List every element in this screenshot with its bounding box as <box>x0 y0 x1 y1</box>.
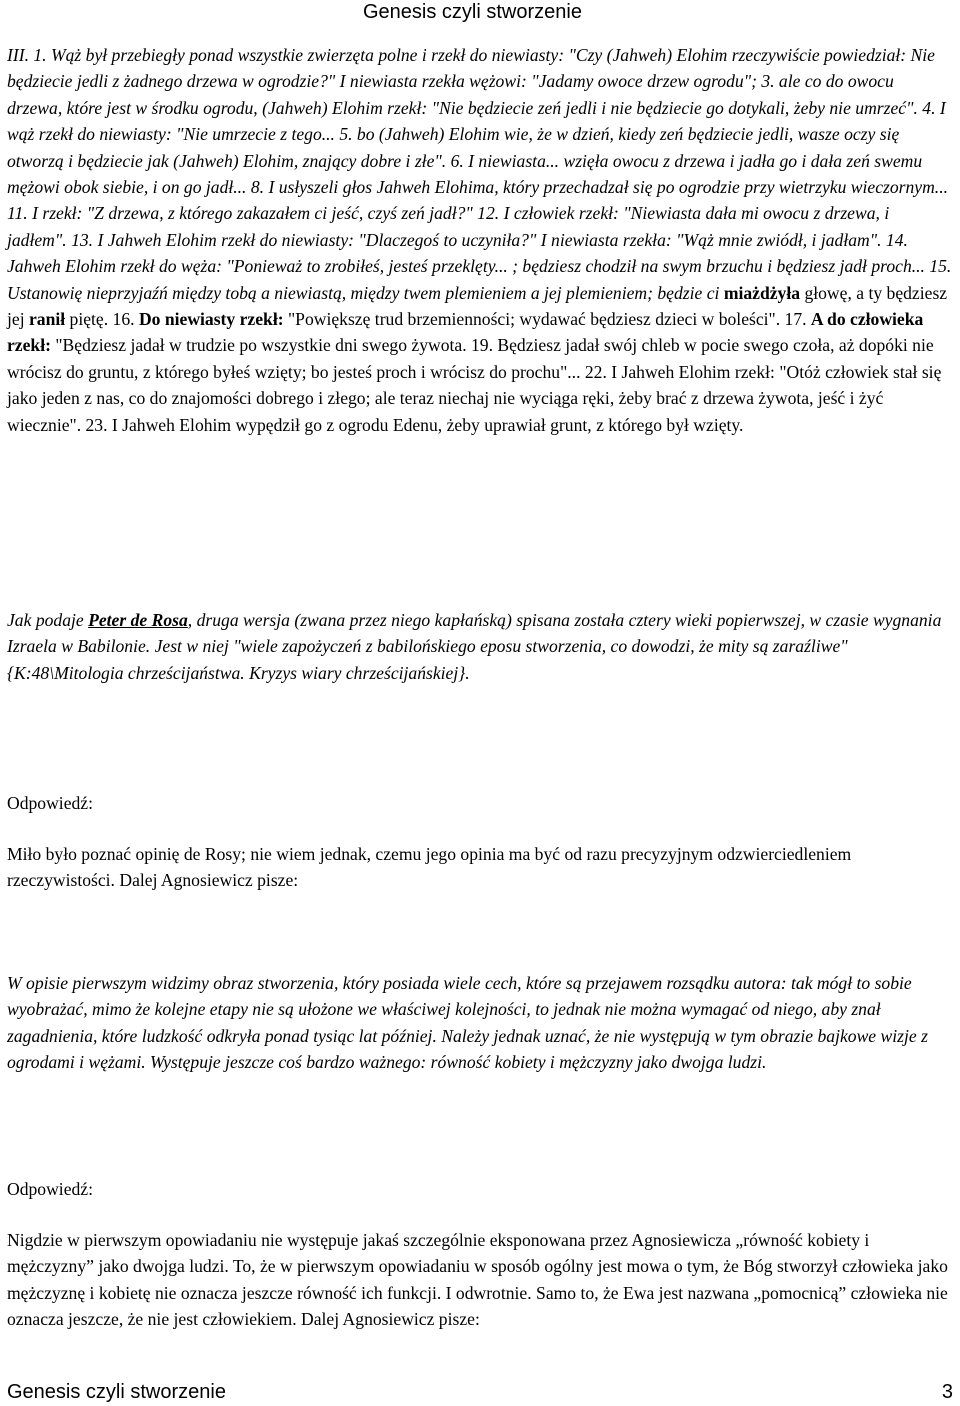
rosa-paragraph <box>7 607 953 686</box>
page-footer <box>7 1380 953 1404</box>
footer-title: Genesis czyli stworzenie <box>7 1381 226 1403</box>
answer-2-text: Nigdzie w pierwszym opowiadaniu nie występuje jakaś szczególnie eksponowana przez Agnosiewicza „równość kobiety i mężczyzny” jako dwojga ludzi. To, że w pierwszym opowiadaniu w sposób ogólny jest mowa o tym, że Bóg stworzył człowieka jako mężczyznę i kobietę nie oznacza jeszcze równość ich funkcji. I odwrotnie. Samo to, że Ewa jest nazwana „pomocnicą” człowieka nie oznacza jeszcze, że nie jest człowiekiem. Dalej Agnosiewicz pisze: <box>7 1230 948 1330</box>
bible-text-3: piętę. 16. <box>65 309 139 330</box>
bible-quote-italic: III. 1. Wąż był przebiegły ponad wszystkie zwierzęta polne i rzekł do niewiasty: "Czy (Jahweh) Elohim rzeczywiście powiedział: Nie będziecie jedli z żadnego drzewa w ogrodzie?" I niewiasta rzekła wężowi: "Jadamy owoce drzew ogrodu"; 3. ale co do owocu drzewa, które jest w środku ogrodu, (Jahweh) Elohim rzekł: "Nie będziecie zeń jedli i nie będziecie go dotykali, żeby nie umrzeć". 4. I wąż rzekł do niewiasty: "Nie umrzecie z tego... 5. bo (Jahweh) Elohim wie, że w dzień, kiedy zeń będziecie jedli, wasze oczy się otworzą i będziecie jak (Jahweh) Elohim, znający dobre i złe". 6. I niewiasta... wzięła owocu z drzewa i jadła go i dała zeń swemu mężowi obok siebie, i on go jadł... 8. I usłyszeli głos Jahweh Elohima, który przechadzał się po ogrodzie przy wietrzyku wieczornym... 11. I rzekł: "Z drzewa, z którego zakazałem ci jeść, czyś zeń jadł?" 12. I człowiek rzekł: "Niewiasta dała mi owocu z drzewa, i jadłem". 13. I Jahweh Elohim rzekł do niewiasty: "Dlaczegoś to uczyniła?" I niewiasta rzekła: "Wąż mnie zwiódł, i jadłam". 14. Jahweh Elohim rzekł do węża: "Ponieważ to zrobiłeś, jesteś przeklęty... ; będziesz chodził na swym brzuchu i będziesz jadł proch... 15. Ustanowię nieprzyjaźń między tobą a niewiastą, między twem plemieniem a jej plemieniem; będzie ci <box>7 45 952 303</box>
bible-text-4: "Powiększę trud brzemienności; wydawać będziesz dzieci w boleści". 17. <box>283 309 811 330</box>
emphasis-ranil: ranił <box>28 309 66 330</box>
page-number: 3 <box>941 1381 953 1403</box>
agnosiewicz-quote: W opisie pierwszym widzimy obraz stworzenia, który posiada wiele cech, które są przejawem rozsądku autora: tak mógł to sobie wyobrażać, mimo że kolejne etapy nie są ułożone we właściwej kolejności, to jednak nie można wymagać od niego, aby znał zagadnienia, które ludzkość odkryła ponad tysiąc lat później. Należy jednak uznać, że nie występują w tym obrazie bajkowe wizje z ogrodami i wężami. Występuje jeszcze coś bardzo ważnego: równość kobiety i mężczyzny jako dwojga ludzi. <box>7 973 928 1073</box>
header-title: Genesis czyli stworzenie <box>363 1 582 23</box>
answer-2-label: Odpowiedź: <box>7 1179 93 1199</box>
rosa-text-post: , druga wersja (zwana przez niego kapłańską) spisana została cztery wieki popierwszej, w czasie wygnania Izraela w Babilonie. Jest w niej "wiele zapożyczeń z babilońskiego eposu stworzenia, co dowodzi, że mity są zaraźliwe" {K:48\Mitologia chrześcijaństwa. Kryzys wiary chrześcijańskiej}. <box>7 610 942 683</box>
emphasis-do-czlowieka: A do człowieka rzekł: <box>7 309 924 356</box>
bible-text-5: "Będziesz jadał w trudzie po wszystkie dni swego żywota. 19. Będziesz jadał swój chleb w pocie swego czoła, aż dopóki nie wrócisz do gruntu, z którego byłeś wzięty; bo jesteś proch i wrócisz do prochu"... 22. I Jahweh Elohim rzekł: "Otóż człowiek stał się jako jeden z nas, co do znajomości dobrego i złego; ale teraz niechaj nie wyciąga ręki, żeby brać z drzewa żywota, jeść i żyć wiecznie". 23. I Jahweh Elohim wypędził go z ogrodu Edenu, żeby uprawiał grunt, z którego był wzięty. <box>7 335 942 435</box>
bible-text-2: głowę, a ty będziesz jej <box>7 282 948 330</box>
emphasis-miazdzyla: miażdżyła <box>723 282 801 303</box>
emphasis-do-niewiasty: Do niewiasty rzekł: <box>138 309 284 330</box>
rosa-text-pre: Jak podaje <box>7 610 89 630</box>
bible-quote <box>7 42 953 438</box>
peter-de-rosa-link[interactable]: Peter de Rosa <box>88 610 188 630</box>
answer-1-label: Odpowiedź: <box>7 793 93 813</box>
answer-1-text: Miło było poznać opinię de Rosy; nie wiem jednak, czemu jego opinia ma być od razu precyzyjnym odzwierciedleniem rzeczywistości. Dalej Agnosiewicz pisze: <box>7 844 852 891</box>
